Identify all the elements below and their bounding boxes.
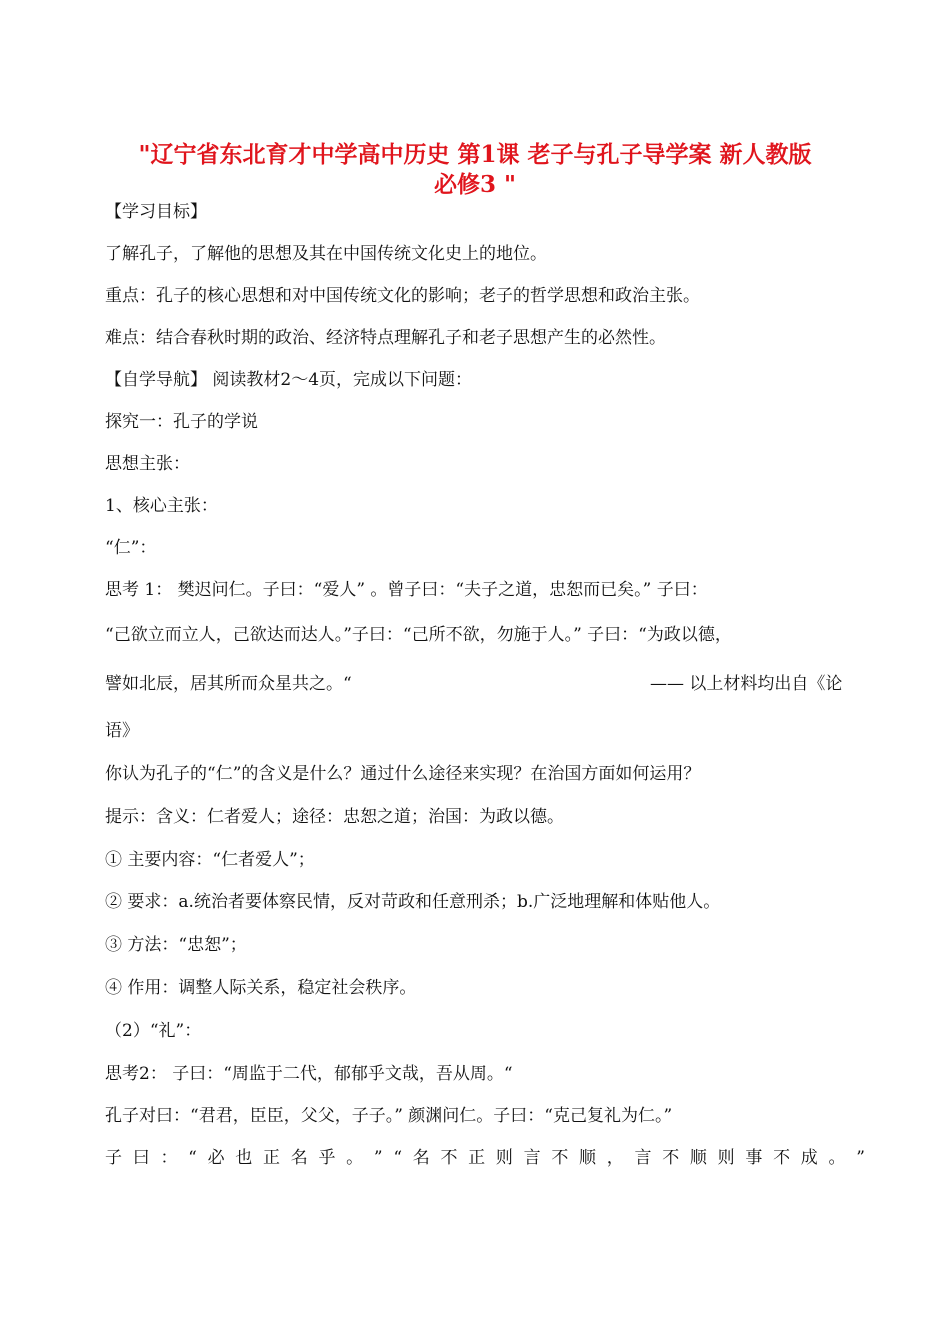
spread-char: 也 (235, 1148, 253, 1168)
spread-char: 。 (346, 1148, 364, 1168)
list-item-method: ③ 方法：“忠恕”； (105, 935, 247, 955)
paragraph-thinking-one-a: 思考 1： 樊迟问仁。子曰：“爱人” 。曾子曰：“夫子之道，忠恕而已矣。” 子曰： (105, 580, 708, 600)
paragraph-question: 你认为孔子的“仁”的含义是什么？通过什么途径来实现？在治国方面如何运用？ (105, 764, 701, 784)
spread-char: “ (393, 1148, 403, 1168)
list-item-requirements: ② 要求：a.统治者要体察民情，反对苛政和任意刑杀；b.广泛地理解和体贴他人。 (105, 892, 721, 912)
list-item-main-content: ① 主要内容：“仁者爱人”； (105, 850, 315, 870)
paragraph-difficulties: 难点：结合春秋时期的政治、经济特点理解孔子和老子思想产生的必然性。 (105, 328, 666, 348)
spread-char: 不 (773, 1148, 791, 1168)
spread-char: ” (856, 1148, 865, 1168)
spread-char: 正 (263, 1148, 281, 1168)
document-title-line-1: "辽宁省东北育才中学高中历史 第1课 老子与孔子导学案 新人教版 (138, 141, 812, 168)
spread-char: 不 (440, 1148, 458, 1168)
spread-char: 必 (207, 1148, 225, 1168)
spread-char: 乎 (318, 1148, 336, 1168)
spread-char: 名 (412, 1148, 430, 1168)
paragraph-hint: 提示：含义：仁者爱人；途径：忠恕之道；治国：为政以德。 (105, 807, 564, 827)
spread-char: 顺 (689, 1148, 707, 1168)
paragraph-ren: “仁”： (105, 538, 157, 558)
spread-char: 不 (551, 1148, 569, 1168)
spread-char: 言 (523, 1148, 541, 1168)
spread-char: 则 (495, 1148, 513, 1168)
spread-char: 顺 (579, 1148, 597, 1168)
spread-char: “ (188, 1148, 197, 1168)
spread-char: 言 (634, 1148, 652, 1168)
spread-char: 。 (828, 1148, 846, 1168)
spread-char: ” (373, 1148, 383, 1168)
citation-lunyu: —— 以上材料均出自《论 (650, 674, 843, 694)
list-item-effect: ④ 作用：调整人际关系，稳定社会秩序。 (105, 978, 417, 998)
paragraph-li: （2）“礼”： (105, 1021, 202, 1041)
paragraph-lunyu-end: 语》 (105, 721, 139, 741)
spread-char: 则 (717, 1148, 735, 1168)
paragraph-thinking-one-b: “己欲立而立人，己欲达而达人。”子曰：“己所不欲，勿施于人。” 子曰：“为政以德， (105, 625, 732, 645)
spread-char: 名 (290, 1148, 308, 1168)
spread-char: 曰 (132, 1148, 150, 1168)
paragraph-thinking-two-b: 孔子对曰：“君君，臣臣，父父，子子。” 颜渊问仁。子曰：“克己复礼为仁。” (105, 1106, 673, 1126)
spread-char: 成 (800, 1148, 818, 1168)
paragraph-thought-claims: 思想主张： (105, 454, 190, 474)
paragraph-goal: 了解孔子，了解他的思想及其在中国传统文化史上的地位。 (105, 244, 547, 264)
paragraph-inquiry-one: 探究一：孔子的学说 (105, 412, 258, 432)
paragraph-thinking-two-a: 思考2： 子曰：“周监于二代，郁郁乎文哉，吾从周。“ (105, 1064, 513, 1084)
paragraph-thinking-two-c (105, 1146, 865, 1170)
section-heading-learning-goals: 【学习目标】 (105, 202, 207, 222)
paragraph-core-claim: 1、核心主张： (105, 496, 218, 516)
section-heading-self-study: 【自学导航】 阅读教材2～4页，完成以下问题： (105, 370, 473, 390)
spread-char: 不 (662, 1148, 680, 1168)
spread-char: ： (160, 1148, 178, 1168)
paragraph-thinking-one-c: 譬如北辰，居其所而众星共之。“ (105, 674, 352, 694)
spread-char: 正 (468, 1148, 486, 1168)
spread-char: 子 (105, 1148, 122, 1168)
spread-char: ， (606, 1148, 624, 1168)
spread-char: 事 (745, 1148, 763, 1168)
document-title-line-2: 必修3 " (434, 171, 516, 198)
paragraph-key-points: 重点：孔子的核心思想和对中国传统文化的影响；老子的哲学思想和政治主张。 (105, 286, 700, 306)
